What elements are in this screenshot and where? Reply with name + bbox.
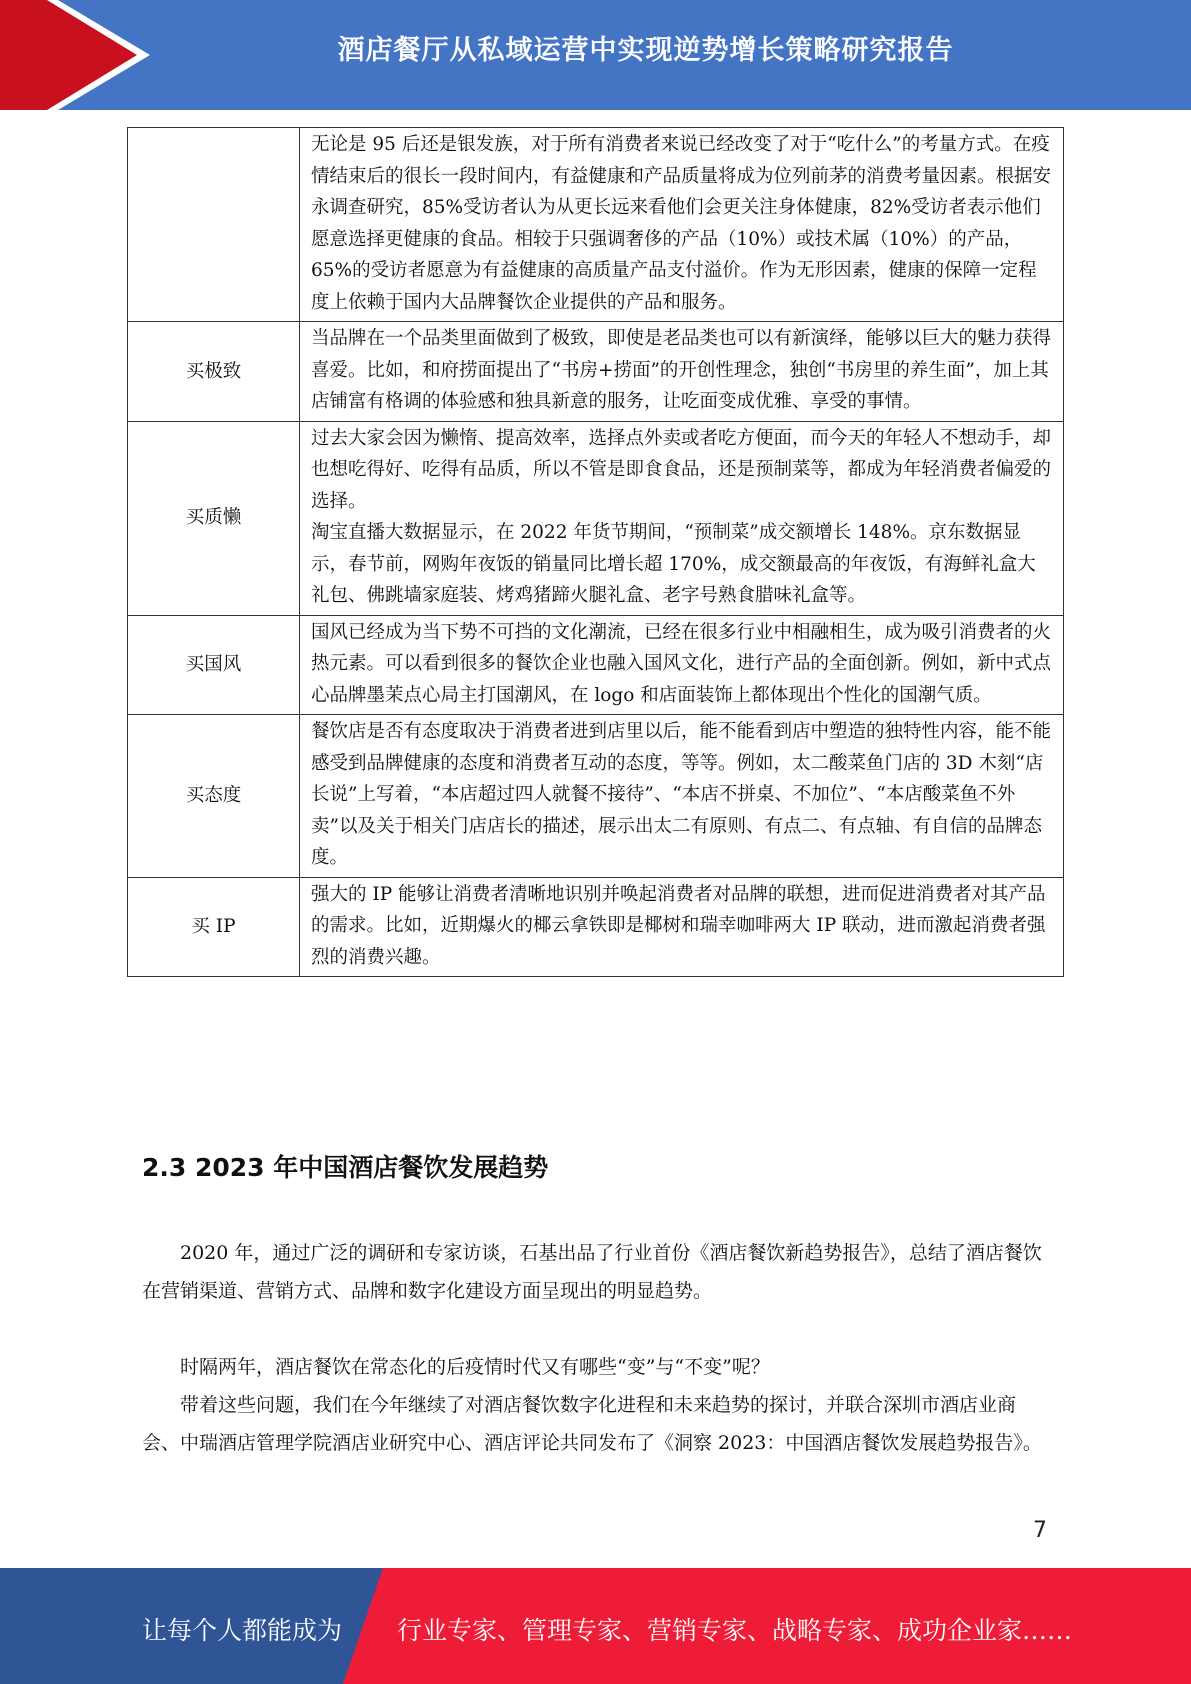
body-paragraph: 时隔两年，酒店餐饮在常态化的后疫情时代又有哪些“变”与“不变”呢？ [180, 1356, 770, 1378]
row-description [300, 421, 1064, 615]
row-description [300, 322, 1064, 422]
description-paragraph: 当品牌在一个品类里面做到了极致，即使是老品类也可以有新演绎，能够以巨大的魅力获得喜爱。比如，和府捞面提出了“书房+捞面”的开创性理念，独创“书房里的养生面”，加上其店铺富有格调的体验感和独具新意的服务，让吃面变成优雅、享受的事情。 [311, 328, 1052, 412]
row-description [300, 615, 1064, 715]
description-paragraph: 淘宝直播大数据显示，在 2022 年货节期间，“预制菜”成交额增长 148%。京东数据显示，春节前，网购年夜饭的销量同比增长超 170%，成交额最高的年夜饭，有海鲜礼盒大礼包、佛跳墙家庭装、烤鸡猪蹄火腿礼盒、老字号熟食腊味礼盒等。 [311, 522, 1036, 606]
footer-slogan-right: 行业专家、管理专家、营销专家、战略专家、成功企业家…… [397, 1616, 1073, 1645]
table-row [128, 877, 1064, 977]
description-paragraph: 国风已经成为当下势不可挡的文化潮流，已经在很多行业中相融相生，成为吸引消费者的火热元素。可以看到很多的餐饮企业也融入国风文化，进行产品的全面创新。例如，新中式点心品牌墨茉点心局主打国潮风，在 logo 和店面装饰上都体现出个性化的国潮气质。 [311, 621, 1052, 706]
section-body-1 [142, 1234, 1042, 1310]
description-paragraph: 强大的 IP 能够让消费者清晰地识别并唤起消费者对品牌的联想，进而促进消费者对其产品的需求。比如，近期爆火的椰云拿铁即是椰树和瑞幸咖啡两大 IP 联动，进而激起消费者强烈的消费兴趣。 [311, 883, 1046, 968]
row-label: 买国风 [128, 615, 300, 715]
page-header [0, 0, 1191, 110]
row-label [128, 128, 300, 322]
header-arrow-shape [0, 0, 150, 110]
page-footer [0, 1568, 1191, 1684]
row-label: 买 IP [128, 877, 300, 977]
table-row [128, 715, 1064, 878]
row-description [300, 877, 1064, 977]
page-number: 7 [1033, 1518, 1047, 1543]
table-row [128, 615, 1064, 715]
trend-table [127, 127, 1064, 977]
table-row [128, 322, 1064, 422]
row-description [300, 128, 1064, 322]
row-label: 买态度 [128, 715, 300, 878]
row-label: 买质懒 [128, 421, 300, 615]
row-description [300, 715, 1064, 878]
footer-slogan-left: 让每个人都能成为 [142, 1616, 343, 1645]
body-paragraph: 带着这些问题，我们在今年继续了对酒店餐饮数字化进程和未来趋势的探讨，并联合深圳市酒店业商会、中瑞酒店管理学院酒店业研究中心、酒店评论共同发布了《洞察 2023：中国酒店餐饮发展趋势报告》。 [142, 1394, 1042, 1454]
section-body-2 [142, 1348, 1042, 1462]
description-paragraph: 餐饮店是否有态度取决于消费者进到店里以后，能不能看到店中塑造的独特性内容，能不能感受到品牌健康的态度和消费者互动的态度，等等。例如，太二酸菜鱼门店的 3D 木刻“店长说”上写着，“本店超过四人就餐不接待”、“本店不拼桌、不加位”、“本店酸菜鱼不外卖”以及关于相关门店店长的描述，展示出太二有原则、有点二、有点轴、有自信的品牌态度。 [311, 721, 1052, 868]
description-paragraph: 无论是 95 后还是银发族，对于所有消费者来说已经改变了对于“吃什么”的考量方式。在疫情结束后的很长一段时间内，有益健康和产品质量将成为位列前茅的消费考量因素。根据安永调查研究，85%受访者认为从更长远来看他们会更关注身体健康，82%受访者表示他们愿意选择更健康的食品。相较于只强调奢侈的产品（10%）或技术属（10%）的产品，65%的受访者愿意为有益健康的高质量产品支付溢价。作为无形因素，健康的保障一定程度上依赖于国内大品牌餐饮企业提供的产品和服务。 [311, 134, 1052, 313]
table-row [128, 128, 1064, 322]
body-paragraph: 2020 年，通过广泛的调研和专家访谈，石基出品了行业首份《酒店餐饮新趋势报告》，总结了酒店餐饮在营销渠道、营销方式、品牌和数字化建设方面呈现出的明显趋势。 [142, 1242, 1042, 1302]
row-label: 买极致 [128, 322, 300, 422]
table-row [128, 421, 1064, 615]
section-heading: 2.3 2023 年中国酒店餐饮发展趋势 [142, 1153, 549, 1182]
description-paragraph: 过去大家会因为懒惰、提高效率，选择点外卖或者吃方便面，而今天的年轻人不想动手，却也想吃得好、吃得有品质，所以不管是即食食品，还是预制菜等，都成为年轻消费者偏爱的选择。 [311, 427, 1052, 512]
report-title: 酒店餐厅从私域运营中实现逆势增长策略研究报告 [337, 35, 954, 66]
